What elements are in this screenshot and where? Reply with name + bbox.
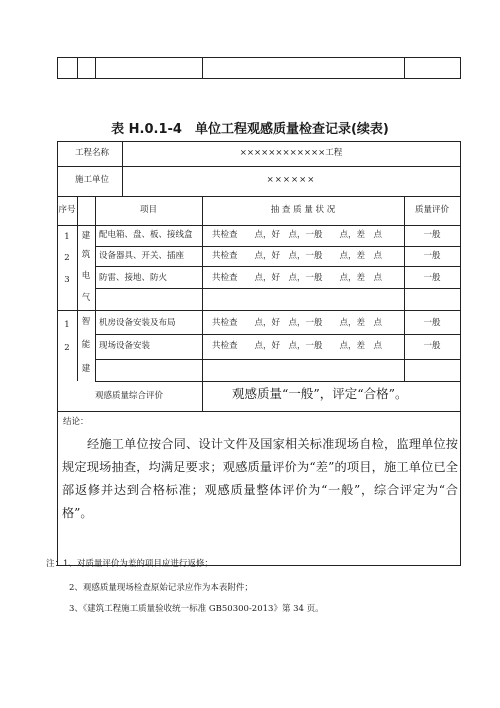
row-status: 共检查 点，好 点，一般 点，差 点 <box>212 341 383 351</box>
group-char: 智 <box>81 317 91 327</box>
row-seq: 1 <box>64 320 70 330</box>
group-char: 能 <box>81 340 91 350</box>
row-status: 共检查 点，好 点，一般 点，差 点 <box>212 230 383 240</box>
conclusion-label: 结论： <box>63 417 89 427</box>
row-item: 配电箱、盘、板、接线盒 <box>99 230 193 240</box>
conclusion-text: 经施工单位按合同、设计文件及国家相关标准现场自检，监理单位按规定现场抽查，均满足要求；观感质量评价为“差”的项目，施工单位已全部返修并达到合格标准；观感质量整体评价为“一般”，综合评定为“合格”。 <box>62 437 458 520</box>
row-rating: 一般 <box>423 341 441 351</box>
header-rating: 质量评价 <box>414 205 449 215</box>
group-char: 气 <box>81 293 91 303</box>
row-rating: 一般 <box>423 273 441 283</box>
row-seq: 2 <box>64 253 70 263</box>
row-item: 现场设备安装 <box>99 341 151 351</box>
group-char: 电 <box>81 271 91 281</box>
construction-unit-value: ×××××× <box>266 175 316 185</box>
header-item: 项目 <box>139 205 157 215</box>
project-name-value: ××××××××××××工程 <box>239 148 343 158</box>
row-rating: 一般 <box>423 251 441 261</box>
row-status: 共检查 点，好 点，一般 点，差 点 <box>212 318 383 328</box>
note-2: 2、观感质量现场检查原始记录应作为本表附件； <box>69 583 253 593</box>
overall-label: 观感质量综合评价 <box>95 391 164 401</box>
row-seq: 2 <box>64 343 70 353</box>
row-item: 设备器具、开关、插座 <box>99 251 185 261</box>
row-rating: 一般 <box>423 318 441 328</box>
group-char: 建 <box>81 231 91 241</box>
row-seq: 3 <box>64 275 70 285</box>
header-status: 抽 查 质 量 状 况 <box>270 205 336 215</box>
page-title: 表 H.0.1-4 单位工程观感质量检查记录(续表) <box>111 122 389 137</box>
row-seq: 1 <box>64 232 70 242</box>
row-rating: 一般 <box>423 230 441 240</box>
construction-unit-label: 施工单位 <box>75 175 110 185</box>
project-name-label: 工程名称 <box>75 148 110 158</box>
row-item: 机房设备安装及布局 <box>99 318 176 328</box>
group-char: 建 <box>81 364 91 374</box>
row-item: 防雷、接地、防火 <box>99 273 168 283</box>
overall-value: 观感质量“一般”，评定“合格”。 <box>232 386 408 401</box>
group-char: 筑 <box>81 250 91 260</box>
row-status: 共检查 点，好 点，一般 点，差 点 <box>212 273 383 283</box>
row-status: 共检查 点，好 点，一般 点，差 点 <box>212 251 383 261</box>
note-3: 3、《建筑工程施工质量验收统一标准 GB50300-2013》第 34 页。 <box>69 604 324 614</box>
header-seq: 序号 <box>58 205 76 215</box>
note-1: 注：1、对质量评价为差的项目应进行返修； <box>46 559 213 569</box>
